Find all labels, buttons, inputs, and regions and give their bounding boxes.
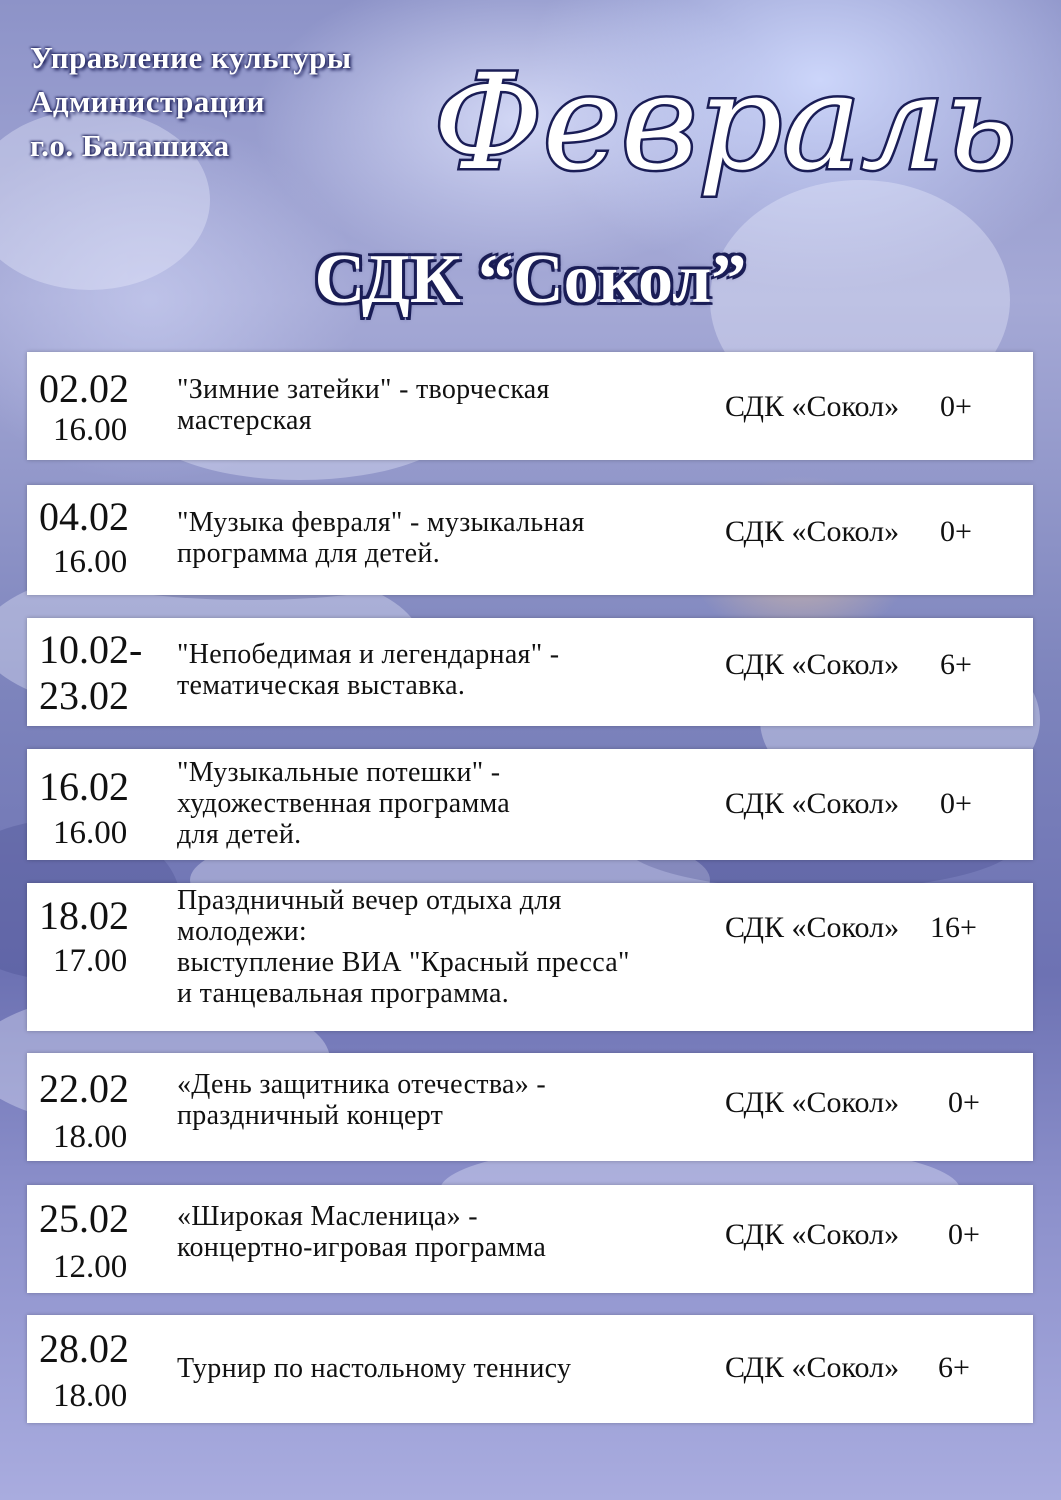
event-description-line: Праздничный вечер отдыха для	[177, 885, 562, 916]
event-datetime	[27, 883, 177, 1031]
event-datetime	[27, 1053, 177, 1161]
event-date: 28.02	[39, 1326, 129, 1371]
event-description-line: выступление ВИА "Красный пресса"	[177, 947, 630, 978]
event-datetime	[27, 352, 177, 460]
event-description-line: Турнир по настольному теннису	[177, 1353, 572, 1384]
event-description-line: праздничный концерт	[177, 1100, 444, 1131]
event-description-line: мастерская	[177, 405, 312, 436]
event-description-line: для детей.	[177, 819, 302, 850]
event-description	[177, 1201, 757, 1263]
event-age-rating: 0+	[948, 1218, 980, 1251]
event-datetime	[27, 1315, 177, 1423]
month-title	[420, 18, 1030, 228]
event-age-rating: 0+	[940, 390, 972, 423]
event-date: 04.02	[39, 494, 129, 539]
event-venue: СДК «Сокол»	[725, 787, 900, 820]
event-card	[27, 883, 1033, 1031]
event-date: 16.02	[39, 764, 129, 809]
event-venue: СДК «Сокол»	[725, 1351, 900, 1384]
event-card	[27, 485, 1033, 595]
event-description	[177, 1069, 757, 1131]
event-description-line: и танцевальная программа.	[177, 978, 510, 1009]
event-time: 12.00	[53, 1249, 128, 1285]
event-description-line: "Непобедимая и легендарная" -	[177, 639, 560, 670]
event-datetime	[27, 1185, 177, 1293]
event-time: 16.00	[53, 544, 128, 580]
event-datetime	[27, 618, 177, 726]
org-line-2: Администрации	[30, 84, 265, 119]
event-venue: СДК «Сокол»	[725, 648, 900, 681]
event-time: 18.00	[53, 1119, 128, 1155]
event-time: 16.00	[53, 412, 128, 448]
event-venue: СДК «Сокол»	[725, 390, 900, 423]
event-description-line: тематическая выставка.	[177, 670, 466, 701]
event-card	[27, 618, 1033, 726]
month-text: Февраль	[433, 46, 1017, 200]
event-description-line: "Музыка февраля" - музыкальная	[177, 507, 585, 538]
event-description-line: художественная программа	[177, 788, 511, 819]
event-description-line: молодежи:	[177, 916, 307, 947]
event-card	[27, 1053, 1033, 1161]
event-description	[177, 1353, 757, 1384]
org-line-3: г.о. Балашиха	[30, 128, 230, 163]
event-age-rating: 0+	[948, 1086, 980, 1119]
event-age-rating: 0+	[940, 787, 972, 820]
event-time: 23.02	[39, 673, 129, 718]
event-card	[27, 749, 1033, 860]
event-date: 18.02	[39, 893, 129, 938]
event-date: 25.02	[39, 1196, 129, 1241]
event-time: 18.00	[53, 1378, 128, 1414]
event-datetime	[27, 749, 177, 860]
event-description-line: «День защитника отечества» -	[177, 1069, 546, 1100]
event-card	[27, 352, 1033, 460]
event-description	[177, 639, 757, 701]
org-line-1: Управление культуры	[30, 40, 352, 75]
event-date: 22.02	[39, 1066, 129, 1111]
event-age-rating: 6+	[938, 1351, 970, 1384]
event-age-rating: 0+	[940, 515, 972, 548]
event-description	[177, 757, 757, 850]
event-venue: СДК «Сокол»	[725, 515, 900, 548]
event-date: 10.02-	[39, 627, 143, 672]
event-venue: СДК «Сокол»	[725, 1218, 900, 1251]
event-age-rating: 16+	[930, 911, 977, 944]
event-venue: СДК «Сокол»	[725, 1086, 900, 1119]
event-time: 17.00	[53, 943, 128, 979]
event-description-line: «Широкая Масленица» -	[177, 1201, 478, 1232]
event-description-line: "Зимние затейки" - творческая	[177, 374, 550, 405]
organization-header	[30, 36, 352, 168]
event-description	[177, 885, 757, 1009]
venue-title: СДК “Сокол”	[314, 241, 747, 318]
event-card	[27, 1315, 1033, 1423]
event-age-rating: 6+	[940, 648, 972, 681]
event-description	[177, 507, 757, 569]
event-date: 02.02	[39, 366, 129, 411]
event-description-line: концертно-игровая программа	[177, 1232, 547, 1263]
event-description-line: программа для детей.	[177, 538, 440, 569]
event-venue: СДК «Сокол»	[725, 911, 900, 944]
event-description-line: "Музыкальные потешки" -	[177, 757, 501, 788]
event-description	[177, 374, 757, 436]
event-datetime	[27, 485, 177, 595]
event-card	[27, 1185, 1033, 1293]
event-time: 16.00	[53, 815, 128, 851]
